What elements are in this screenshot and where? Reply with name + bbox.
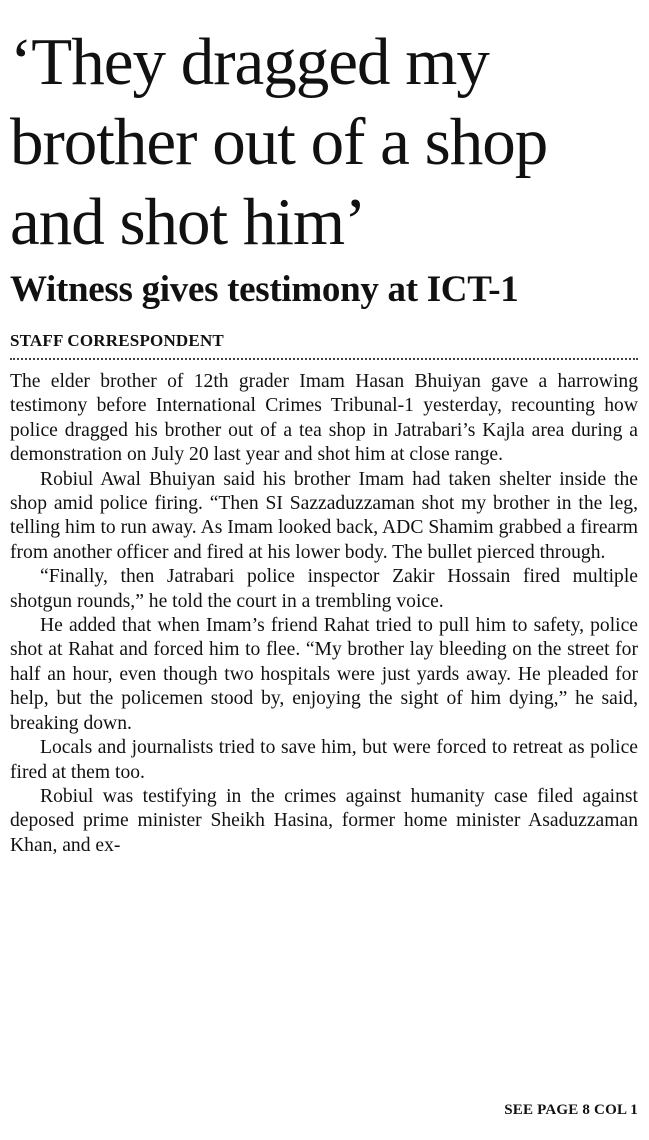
body-paragraph: He added that when Imam’s friend Rahat tried to pull him to safety, police shot at Rahat and forced him to flee. “My brother lay bleeding on the street for half an hour, even though two hospitals were just yards away. He pleaded for help, but the policemen stood by, enjoying the sight of him dying,” he said, breaking down. bbox=[10, 615, 638, 734]
body-paragraph: The elder brother of 12th grader Imam Hasan Bhuiyan gave a harrowing testimony before International Crimes Tribunal-1 yesterday, recounting how police dragged his brother out of a tea shop in Jatrabari’s Kajla area during a demonstration on July 20 last year and shot him at close range. bbox=[10, 371, 638, 466]
byline: STAFF CORRESPONDENT bbox=[10, 331, 224, 350]
body-paragraph: “Finally, then Jatrabari police inspector Zakir Hossain fired multiple shotgun rounds,” he told the court in a trembling voice. bbox=[10, 566, 638, 612]
body-paragraph: Locals and journalists tried to save him, but were forced to retreat as police fired at them too. bbox=[10, 737, 638, 783]
article bbox=[10, 22, 638, 858]
article-body bbox=[10, 370, 638, 858]
byline-divider bbox=[10, 358, 638, 360]
continuation-jump-line: SEE PAGE 8 COL 1 bbox=[504, 1102, 638, 1118]
subheadline: Witness gives testimony at ICT-1 bbox=[10, 269, 519, 310]
body-paragraph: Robiul was testifying in the crimes against humanity case filed against deposed prime minister Sheikh Hasina, former home minister Asaduzzaman Khan, and ex- bbox=[10, 785, 638, 856]
headline: ‘They dragged my brother out of a shop and shot him’ bbox=[10, 25, 548, 259]
body-paragraph: Robiul Awal Bhuiyan said his brother Imam had taken shelter inside the shop amid police firing. “Then SI Sazzaduzzaman shot my brother in the leg, telling him to run away. As Imam looked back, ADC Shamim grabbed a firearm from another officer and fired at his lower body. The bullet pierced through. bbox=[10, 468, 638, 563]
